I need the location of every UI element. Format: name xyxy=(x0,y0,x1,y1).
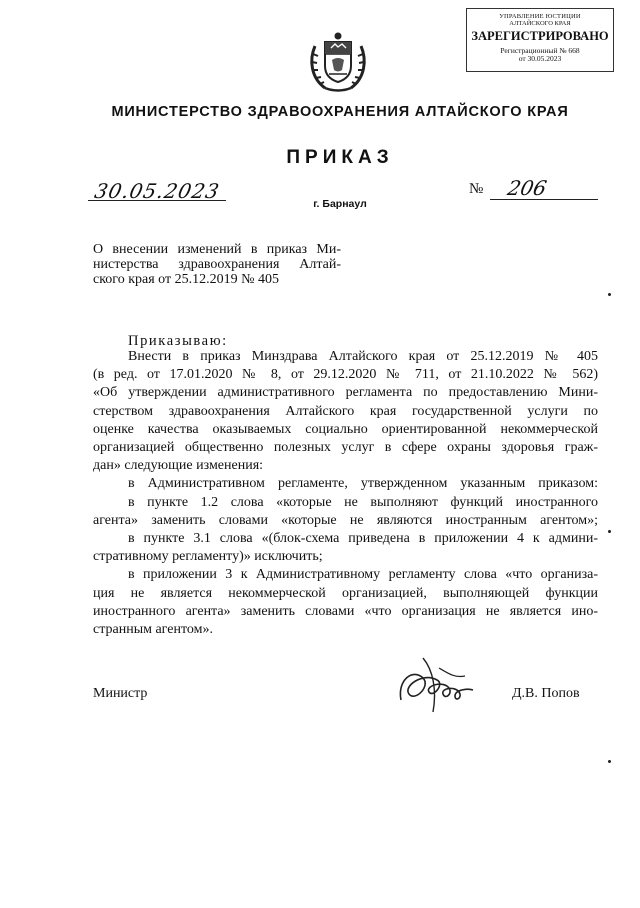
scan-mark xyxy=(608,293,611,296)
document-type-title: ПРИКАЗ xyxy=(286,147,394,168)
body-line: странным агентом». xyxy=(93,622,213,638)
body-line: стративному регламенту)» исключить; xyxy=(93,549,323,565)
body-line: в пункте 3.1 слова «(блок-схема приведена в приложении 4 к админи- xyxy=(128,531,598,547)
body-line: дан» следующие изменения: xyxy=(93,458,264,474)
body-line: стерством здравоохранения Алтайского края государственной услуги по xyxy=(93,403,598,419)
body-line: организацией общественно полезных услуг в сфере охраны здоровья граж- xyxy=(93,440,598,456)
body-line: Внести в приказ Минздрава Алтайского края от 25.12.2019 № 405 xyxy=(128,349,598,364)
stamp-status: ЗАРЕГИСТРИРОВАНО xyxy=(471,29,609,44)
subject-line: нистерства здравоохранения Алтай- xyxy=(93,257,341,272)
body-line: «Об утверждении административного регламента по предоставлению Мини- xyxy=(93,385,598,401)
body-line: в Административном регламенте, утвержденном указанным приказом: xyxy=(128,476,598,492)
signatory-position: Министр xyxy=(93,686,148,701)
number-underline xyxy=(490,199,598,200)
coat-of-arms-icon xyxy=(305,28,371,94)
scan-mark xyxy=(608,530,611,533)
registration-stamp xyxy=(466,8,614,72)
stamp-line-1: УПРАВЛЕНИЕ ЮСТИЦИИ xyxy=(499,13,581,20)
signatory-name: Д.В. Попов xyxy=(512,686,580,701)
handwritten-number: 206 xyxy=(505,176,549,200)
order-body xyxy=(93,348,598,639)
body-line: ция не является некоммерческой организацией, выполняющей функции xyxy=(93,585,598,601)
subject-line: ского края от 25.12.2019 № 405 xyxy=(93,272,279,287)
handwritten-signature xyxy=(393,650,483,720)
subject-line: О внесении изменений в приказ Ми- xyxy=(93,242,341,257)
stamp-reg-date: от 30.05.2023 xyxy=(518,54,562,64)
scan-mark xyxy=(608,760,611,763)
body-line: (в ред. от 17.01.2020 № 8, от 29.12.2020 № 711, от 21.10.2022 № 562) xyxy=(93,367,598,383)
number-sign: № xyxy=(469,181,484,197)
handwritten-date: 30.05.2023 xyxy=(92,179,223,203)
body-line: агента» заменить словами «которые не являются иностранным агентом»; xyxy=(93,512,598,528)
stamp-reg-number: Регистрационный № 668 xyxy=(500,46,580,56)
body-line: в пункте 1.2 слова «которые не выполняют функций иностранного xyxy=(128,494,598,510)
city-label: г. Барнаул xyxy=(313,198,367,210)
body-line: оценке качества оказываемых социально ориентированной некоммерческой xyxy=(93,421,598,437)
body-line: в приложении 3 к Административному регламенту слова «что организа- xyxy=(128,567,598,583)
order-subject xyxy=(93,242,341,287)
stamp-line-2: АЛТАЙСКОГО КРАЯ xyxy=(509,20,571,28)
ministry-title: МИНИСТЕРСТВО ЗДРАВООХРАНЕНИЯ АЛТАЙСКОГО КРАЯ xyxy=(111,104,569,120)
body-line: иностранного агента» заменить словами «что организация не является ино- xyxy=(93,603,598,619)
order-word: Приказываю: xyxy=(128,333,228,349)
